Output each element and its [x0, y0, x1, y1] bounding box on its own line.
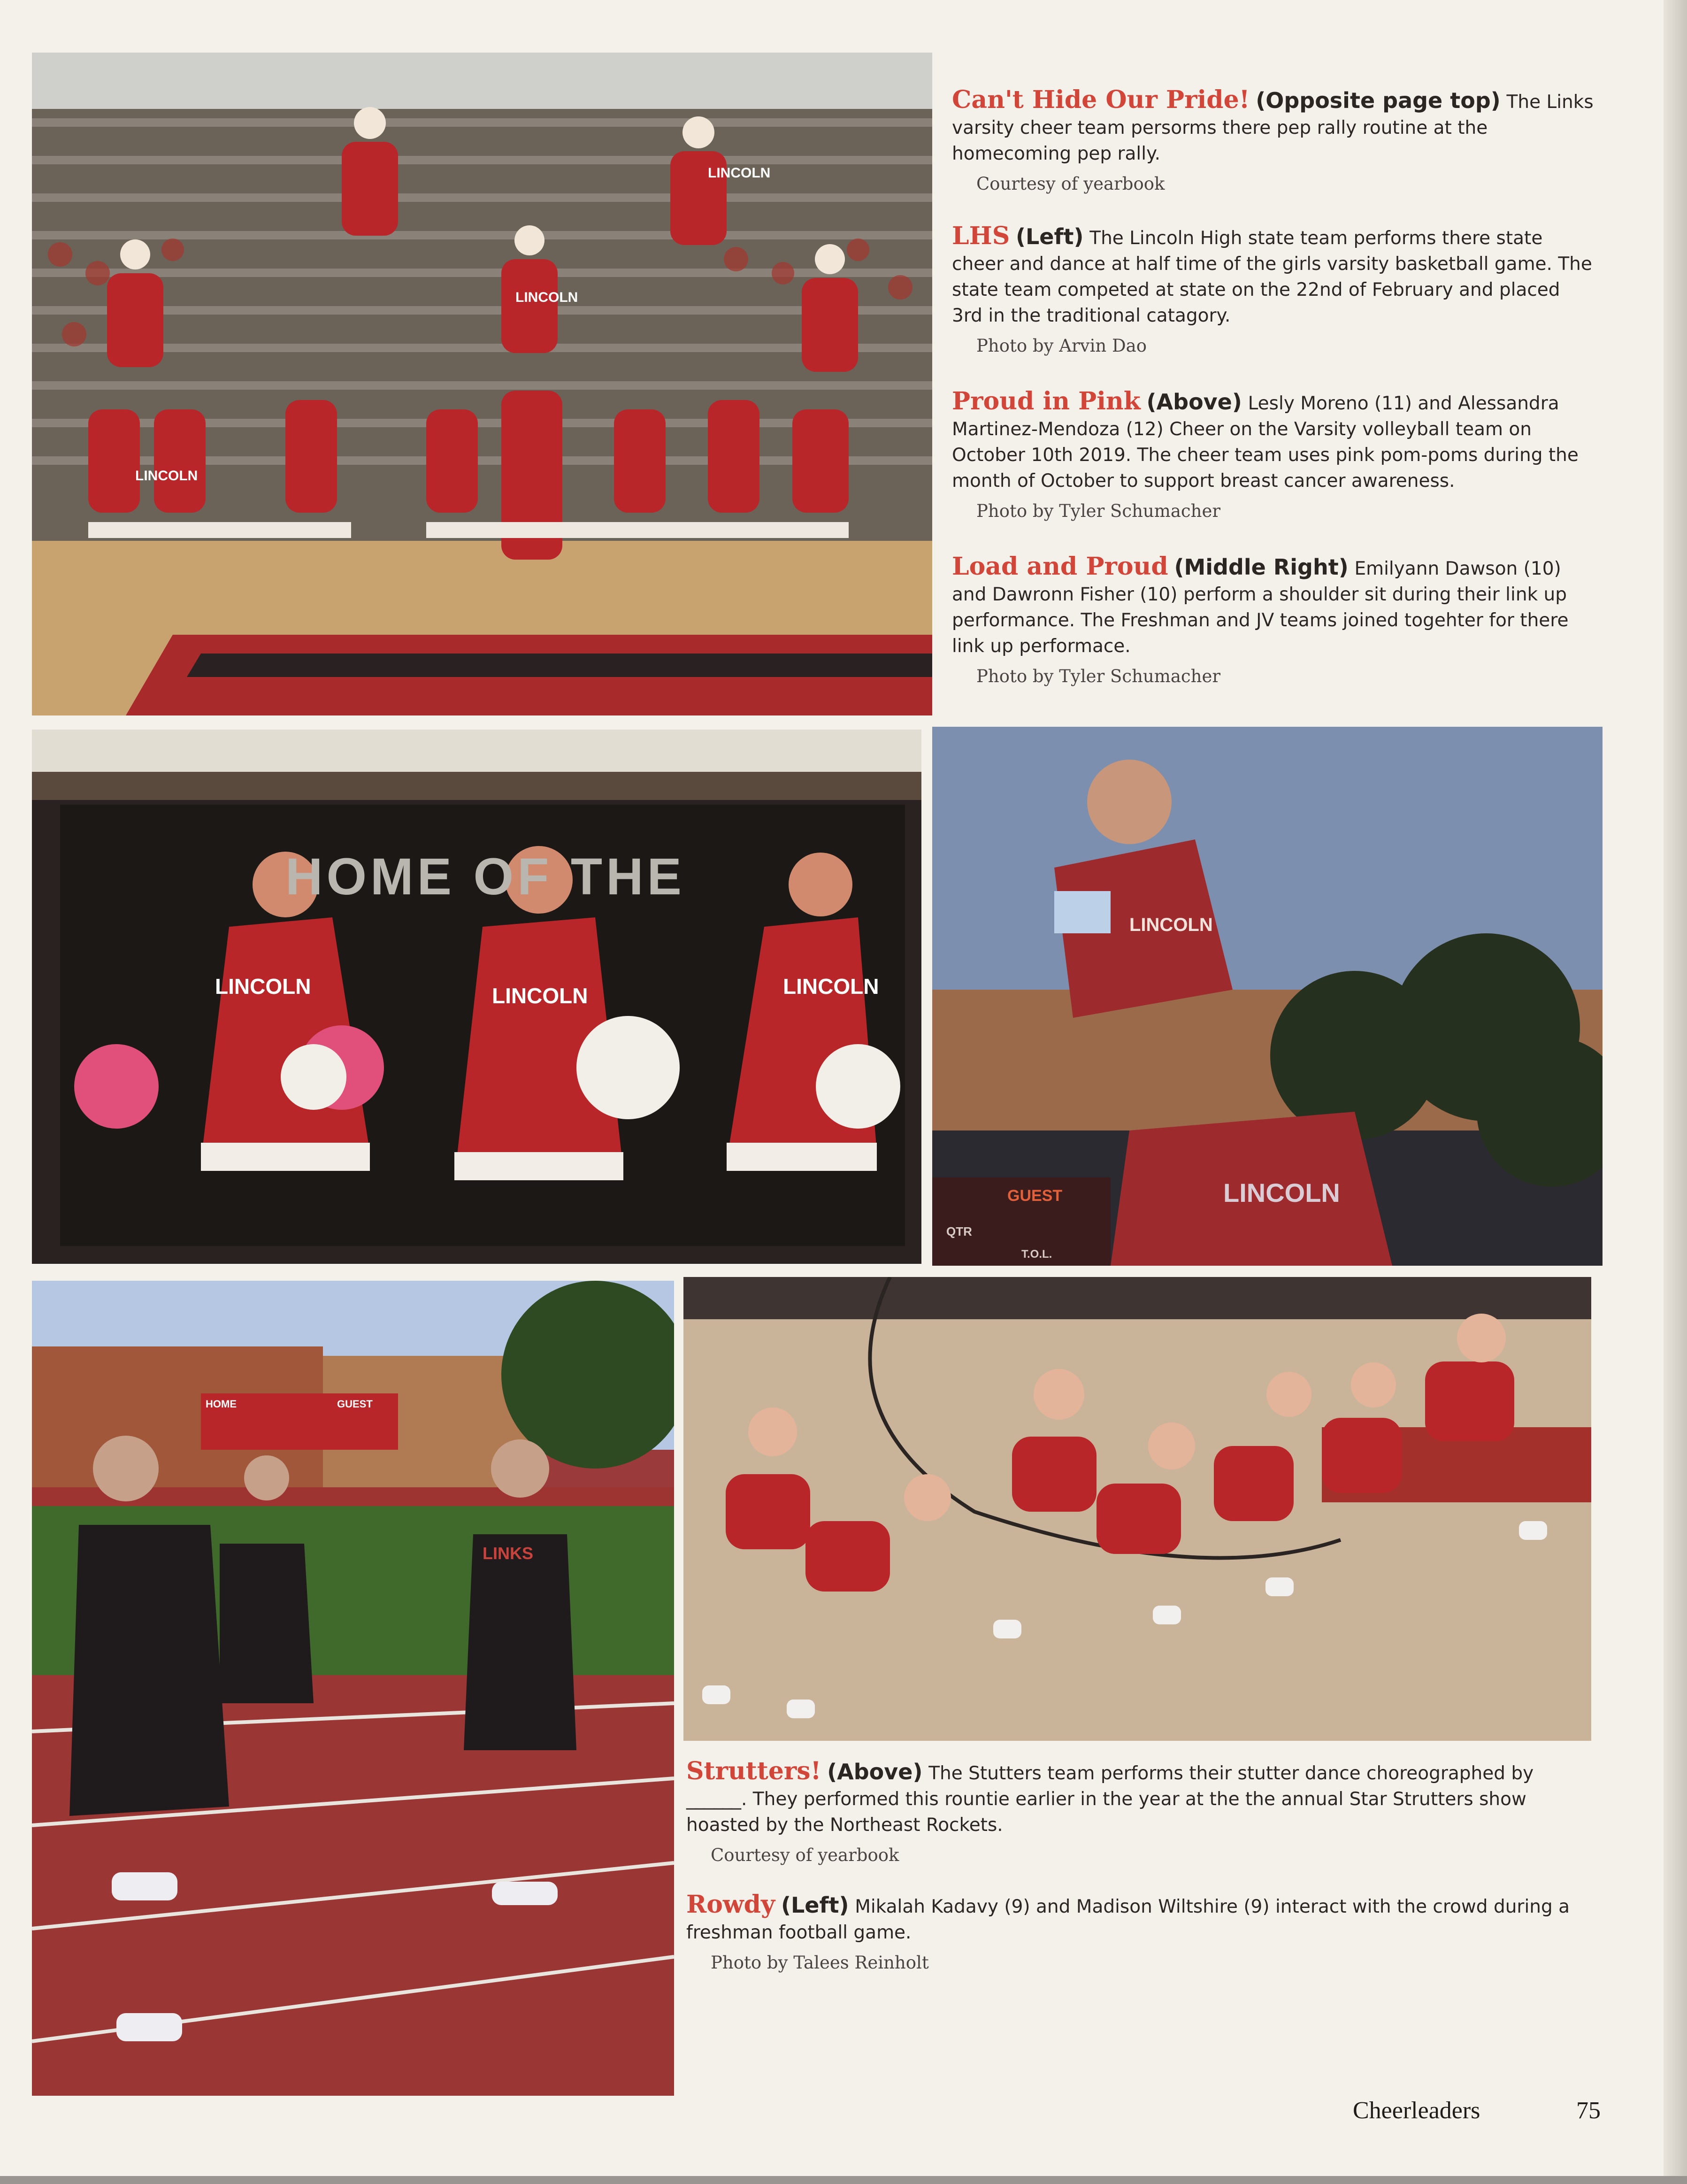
- caption-body: The Lincoln High state team performs there state cheer and dance at half time of the girls varsity basketball game. The state team competed at state on the 22nd of February and placed 3rd in the traditional catagory.: [952, 228, 1592, 326]
- caption-credit: Photo by Talees Reinholt: [711, 1953, 929, 1973]
- caption-position: (Left): [1015, 224, 1084, 249]
- page-bottom-edge: [0, 2176, 1687, 2184]
- uniform-lettering: LINCOLN: [1223, 1178, 1340, 1207]
- photo-strutters: [683, 1277, 1591, 1741]
- uniform-lettering: LINCOLN: [215, 974, 311, 999]
- scoreboard-tol: T.O.L.: [1021, 1248, 1052, 1261]
- caption-title: Proud in Pink: [952, 387, 1141, 415]
- caption-position: (Middle Right): [1174, 554, 1349, 580]
- caption-rowdy: [686, 1892, 1587, 1976]
- photo-pyramid: [32, 53, 932, 715]
- section-name: Cheerleaders: [1353, 2097, 1480, 2124]
- caption-title: Can't Hide Our Pride!: [952, 85, 1250, 114]
- scoreboard-home: HOME: [206, 1398, 237, 1410]
- uniform-lettering: LINCOLN: [492, 984, 588, 1008]
- caption-strutters: [686, 1759, 1587, 1868]
- caption-credit: Photo by Tyler Schumacher: [976, 501, 1221, 521]
- scoreboard-qtr: QTR: [946, 1224, 972, 1238]
- caption-position: (Above): [827, 1759, 923, 1784]
- caption-credit: Photo by Arvin Dao: [976, 336, 1147, 356]
- caption-body: Emilyann Dawson (10) and Dawronn Fisher (10) perform a shoulder sit during their link up performance. The Freshman and JV teams joined togehter for there link up performace.: [952, 558, 1569, 657]
- photo-football-field: [32, 1281, 674, 2096]
- scoreboard-guest: GUEST: [337, 1398, 373, 1410]
- caption-position: (Above): [1146, 389, 1242, 415]
- caption-body: Lesly Moreno (11) and Alessandra Martinez-Mendoza (12) Cheer on the Varsity volleyball team on October 10th 2019. The cheer team uses pink pom-poms during the month of October to support breast cancer awareness.: [952, 393, 1579, 492]
- uniform-lettering: LINCOLN: [135, 468, 198, 484]
- wall-lettering: HOME OF THE: [285, 848, 685, 906]
- caption-proud-in-pink: [952, 389, 1595, 524]
- caption-lhs: [952, 223, 1595, 359]
- uniform-lettering: LINCOLN: [515, 290, 578, 305]
- caption-body: The Links varsity cheer team persorms there pep rally routine at the homecoming pep rally.: [952, 92, 1594, 164]
- caption-cant-hide-our-pride: [952, 87, 1595, 197]
- caption-load-and-proud: [952, 554, 1595, 689]
- caption-body: The Stutters team performs their stutter dance choreographed by ______. They performed this rountie earlier in the year at the the annual Star Strutters show hoasted by the Northeast Rockets.: [686, 1763, 1534, 1836]
- caption-position: (Opposite page top): [1256, 88, 1501, 113]
- caption-title: Rowdy: [686, 1890, 775, 1919]
- caption-credit: Courtesy of yearbook: [711, 1845, 899, 1865]
- uniform-lettering: LINCOLN: [783, 974, 879, 999]
- uniform-lettering: LINKS: [483, 1544, 533, 1563]
- caption-title: LHS: [952, 222, 1010, 250]
- photo-shoulder-sit: [932, 727, 1603, 1266]
- caption-position: (Left): [781, 1892, 849, 1918]
- caption-credit: Courtesy of yearbook: [976, 174, 1165, 194]
- page-edge: [1664, 0, 1687, 2184]
- scoreboard-guest: GUEST: [1007, 1187, 1063, 1205]
- caption-title: Load and Proud: [952, 552, 1168, 581]
- caption-body: Mikalah Kadavy (9) and Madison Wiltshire (9) interact with the crowd during a freshman football game.: [686, 1896, 1570, 1943]
- uniform-lettering: LINCOLN: [1129, 915, 1213, 935]
- photo-pink-pompoms: [32, 730, 921, 1264]
- caption-credit: Photo by Tyler Schumacher: [976, 666, 1221, 686]
- caption-title: Strutters!: [686, 1757, 821, 1785]
- page-number: 75: [1576, 2097, 1601, 2124]
- uniform-lettering: LINCOLN: [708, 165, 771, 181]
